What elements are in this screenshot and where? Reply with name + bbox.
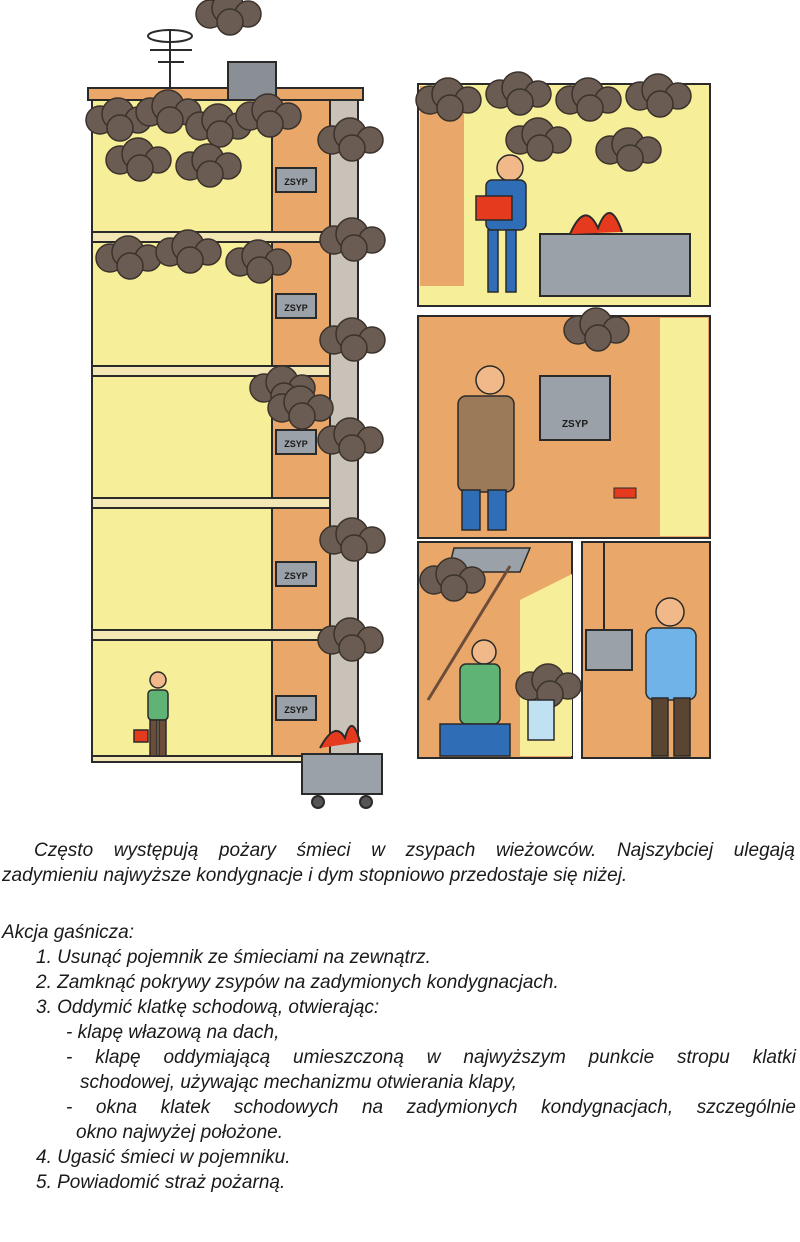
step-2: 2. Zamknąć pokrywy zsypów na zadymionych kondygnacjach. — [36, 972, 559, 993]
substep-1: - klapę włazową na dach, — [66, 1022, 280, 1043]
chute-label: ZSYP — [561, 419, 589, 430]
panel-close-chute — [418, 308, 710, 538]
step-5: 5. Powiadomić straż pożarną. — [36, 1172, 286, 1193]
action-heading: Akcja gaśnicza: — [2, 922, 135, 943]
building-cross-section — [86, 0, 385, 808]
substep-3-line-1: - okna klatek schodowych na zadymionych kondygnacjach, szczególnie — [66, 1097, 796, 1118]
step-3: 3. Oddymić klatkę schodową, otwierając: — [36, 997, 380, 1018]
substep-3-line-2: okno najwyżej położone. — [76, 1122, 284, 1143]
panel-remove-bin — [416, 72, 710, 306]
chute-label: ZSYP — [284, 303, 308, 313]
step-1: 1. Usunąć pojemnik ze śmieciami na zewnątrz. — [36, 947, 431, 968]
chute-label: ZSYP — [284, 705, 308, 715]
panel-vent-mechanism — [582, 542, 710, 758]
antenna-icon — [148, 30, 192, 88]
chute-label: ZSYP — [284, 439, 308, 449]
substep-2-line-2: schodowej, używając mechanizmu otwierania klapy, — [80, 1072, 517, 1093]
intro-line-2: zadymieniu najwyższe kondygnacje i dym stopniowo przedostaje się niżej. — [2, 865, 628, 886]
chute-label: ZSYP — [284, 177, 308, 187]
chute-label: ZSYP — [284, 571, 308, 581]
intro-line-1: Często występują pożary śmieci w zsypach wieżowców. Najszybciej ulegają — [34, 840, 795, 861]
substep-2-line-1: - klapę oddymiającą umieszczoną w najwyższym punkcie stropu klatki — [66, 1047, 796, 1068]
panel-open-hatch — [418, 542, 581, 758]
step-4: 4. Ugasić śmieci w pojemniku. — [36, 1147, 291, 1168]
